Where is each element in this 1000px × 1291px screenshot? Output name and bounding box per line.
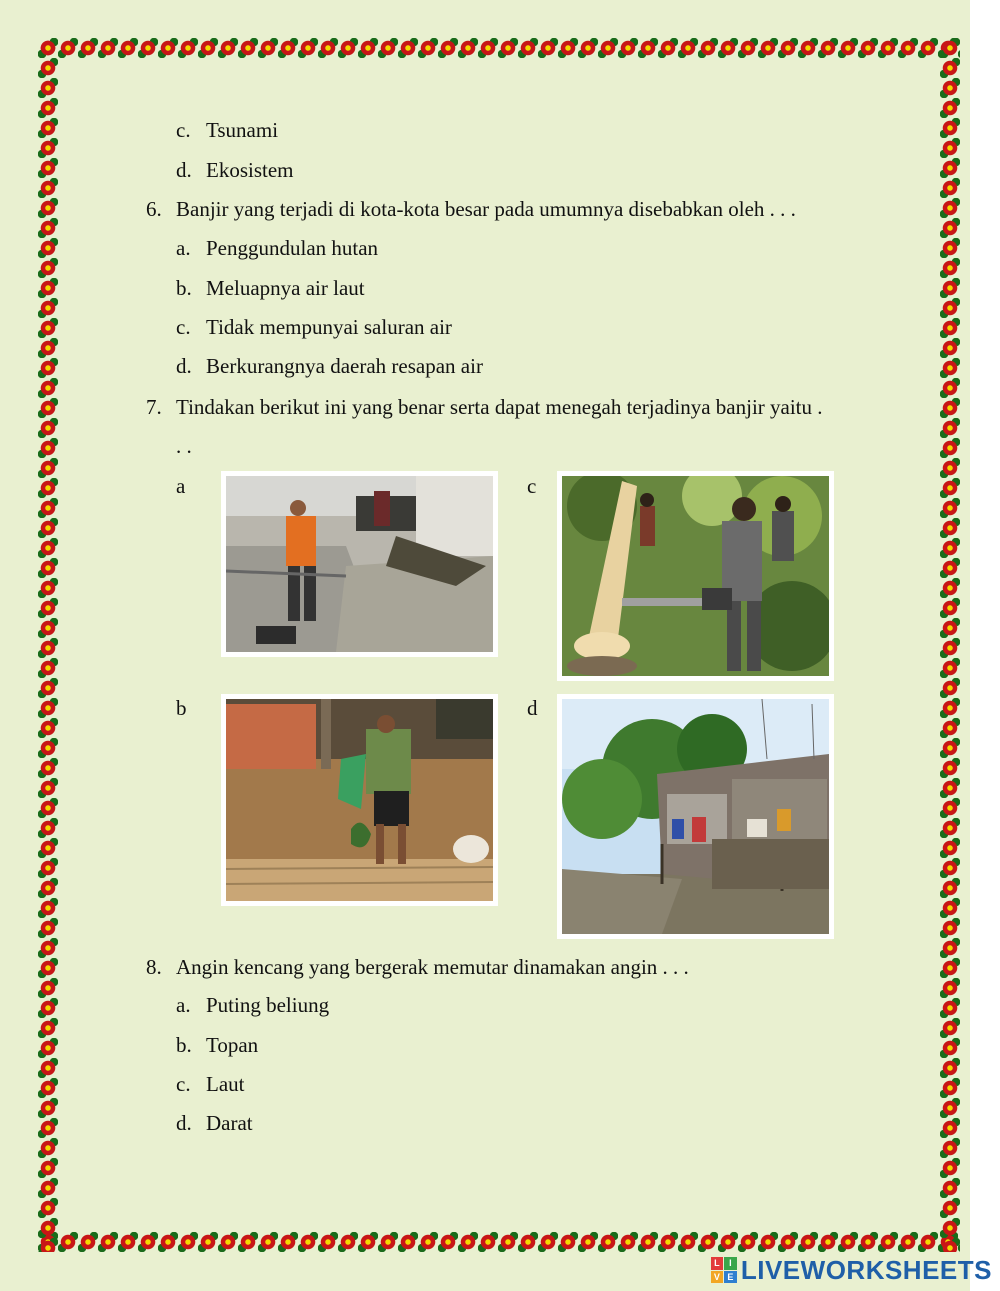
option-text: Tidak mempunyai saluran air <box>206 315 452 339</box>
q6-option-c <box>176 315 452 339</box>
border-right <box>940 38 960 1252</box>
riverside-houses-photo-icon <box>562 699 829 934</box>
option-text: Laut <box>206 1072 245 1096</box>
q8-option-d <box>176 1111 253 1135</box>
q8-option-a <box>176 993 329 1017</box>
option-text: Ekosistem <box>206 158 294 182</box>
question-8 <box>146 955 689 979</box>
question-7 <box>146 395 823 419</box>
option-text: Topan <box>206 1033 259 1057</box>
option-letter: c. <box>176 1072 191 1096</box>
logo-letter: I <box>724 1257 737 1270</box>
question-6 <box>146 197 796 221</box>
option-letter: d. <box>176 158 192 182</box>
q5-option-d <box>176 158 294 182</box>
option-text: Berkurangnya daerah resapan air <box>206 354 483 378</box>
cleaning-drain-photo-icon <box>226 476 493 652</box>
q6-option-a <box>176 236 378 260</box>
option-text: Meluapnya air laut <box>206 276 365 300</box>
photo-a-cleaning-drain[interactable] <box>221 471 498 657</box>
brand-name: LIVEWORKSHEETS <box>740 1254 992 1285</box>
q6-option-b <box>176 276 365 300</box>
border-left <box>38 38 58 1252</box>
photo-label-b: b <box>176 696 187 720</box>
border-top <box>38 38 960 58</box>
option-letter: d. <box>176 354 192 378</box>
option-text: Tsunami <box>206 118 279 142</box>
photo-d-riverside-houses[interactable] <box>557 694 834 939</box>
option-letter: d. <box>176 1111 192 1135</box>
question-number: 7. <box>146 395 162 419</box>
photo-c-logging[interactable] <box>557 471 834 681</box>
photo-label-d: d <box>527 696 538 720</box>
photo-b-river-cleaning[interactable] <box>221 694 498 906</box>
option-letter: a. <box>176 236 191 260</box>
q5-option-c <box>176 118 278 142</box>
question-number: 8. <box>146 955 162 979</box>
option-letter: c. <box>176 118 191 142</box>
logo-letter: E <box>724 1271 737 1284</box>
logo-letter: L <box>711 1257 724 1270</box>
question-7-continuation: . . <box>176 434 192 458</box>
q8-option-c <box>176 1072 244 1096</box>
border-bottom <box>38 1232 960 1252</box>
photo-label-a: a <box>176 474 186 498</box>
option-text: Penggundulan hutan <box>206 236 379 260</box>
liveworksheets-brand[interactable] <box>711 1255 992 1285</box>
logging-photo-icon <box>562 476 829 676</box>
question-number: 6. <box>146 197 162 221</box>
option-letter: b. <box>176 276 192 300</box>
question-text: Tindakan berikut ini yang benar serta dapat menegah terjadinya banjir yaitu . <box>176 395 823 419</box>
option-letter: b. <box>176 1033 192 1057</box>
photo-label-c: c <box>527 474 537 498</box>
q8-option-b <box>176 1033 258 1057</box>
question-text: Angin kencang yang bergerak memutar dinamakan angin . . . <box>176 955 689 979</box>
option-letter: c. <box>176 315 191 339</box>
option-letter: a. <box>176 993 191 1017</box>
liveworksheets-logo-icon <box>711 1257 737 1283</box>
river-cleaning-photo-icon <box>226 699 493 901</box>
logo-letter: V <box>711 1271 724 1284</box>
q6-option-d <box>176 354 483 378</box>
question-text: Banjir yang terjadi di kota-kota besar pada umumnya disebabkan oleh . . . <box>176 197 796 221</box>
option-text: Puting beliung <box>206 993 330 1017</box>
option-text: Darat <box>206 1111 253 1135</box>
